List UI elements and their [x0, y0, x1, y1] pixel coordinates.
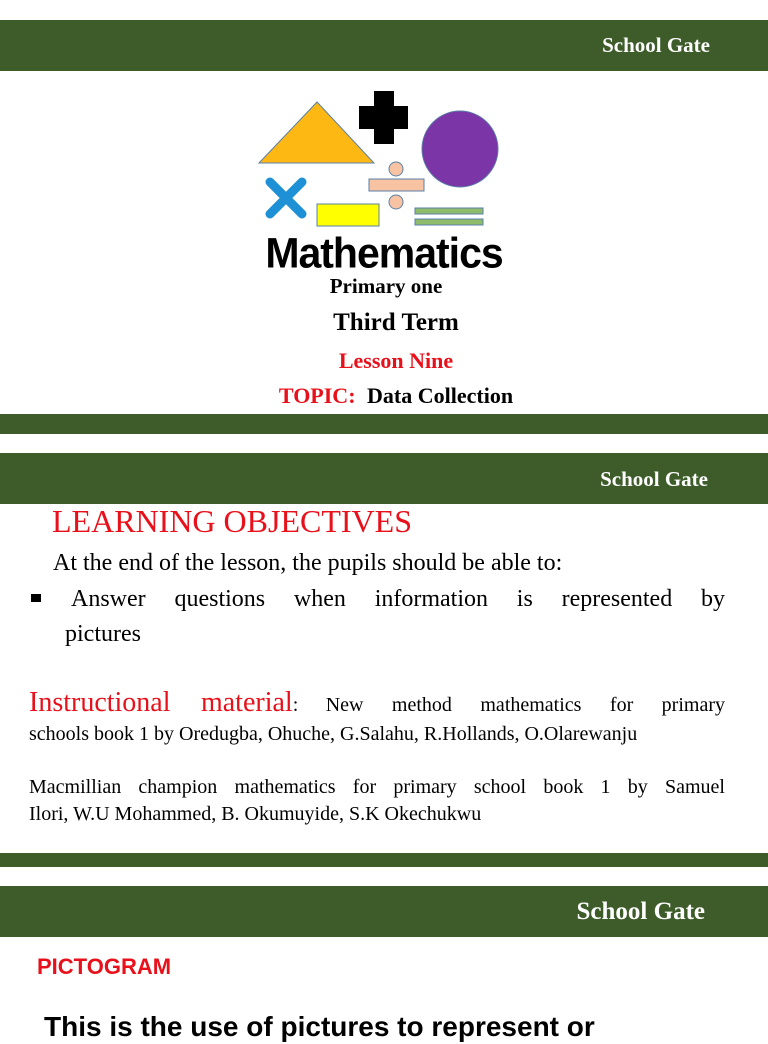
topic-label: TOPIC: — [278, 383, 356, 408]
instructional-material-line1: Instructional material: New method mathematics for primary — [29, 687, 725, 718]
reference-2-line2: Ilori, W.U Mohammed, B. Okumuyide, S.K Okechukwu — [29, 803, 482, 825]
brand-label: School Gate — [600, 467, 708, 491]
reference-2-line1: Macmillian champion mathematics for primary school book 1 by Samuel — [29, 776, 725, 798]
instructional-text: New method mathematics for primary — [325, 694, 725, 716]
term-label: Third Term — [333, 309, 459, 336]
divide-icon — [389, 162, 403, 176]
math-symbols-logo — [255, 88, 505, 233]
instructional-label: Instructional material — [29, 687, 293, 718]
objective-text-line1: Answer questions when information is represented by — [71, 586, 725, 612]
logo-title: Mathematics — [265, 228, 503, 278]
topic-value: Data Collection — [367, 383, 514, 408]
brand-label: School Gate — [602, 33, 710, 57]
multiply-icon — [270, 182, 302, 214]
equals-icon — [415, 208, 483, 214]
plus-icon — [359, 91, 408, 144]
grade-label: Primary one — [329, 274, 443, 298]
pictogram-text: This is the use of pictures to represent or — [44, 1011, 595, 1042]
objectives-heading: LEARNING OBJECTIVES — [52, 503, 412, 539]
lesson-label: Lesson Nine — [338, 348, 454, 373]
objective-text-line2: pictures — [65, 621, 141, 647]
circle-icon — [422, 111, 498, 187]
header-bar — [0, 453, 768, 504]
header-bar — [0, 20, 768, 71]
instructional-material-line2: schools book 1 by Oredugba, Ohuche, G.Salahu, R.Hollands, O.Olarewanju — [29, 723, 638, 745]
pictogram-heading: PICTOGRAM — [37, 954, 172, 979]
minus-icon — [317, 204, 379, 226]
triangle-icon — [259, 102, 374, 163]
header-bar — [0, 886, 768, 937]
footer-bar — [0, 853, 768, 867]
footer-bar — [0, 414, 768, 434]
topic-line — [12, 382, 768, 410]
bullet-icon — [31, 594, 41, 602]
objectives-intro: At the end of the lesson, the pupils should be able to: — [53, 550, 563, 576]
brand-label: School Gate — [576, 898, 705, 925]
